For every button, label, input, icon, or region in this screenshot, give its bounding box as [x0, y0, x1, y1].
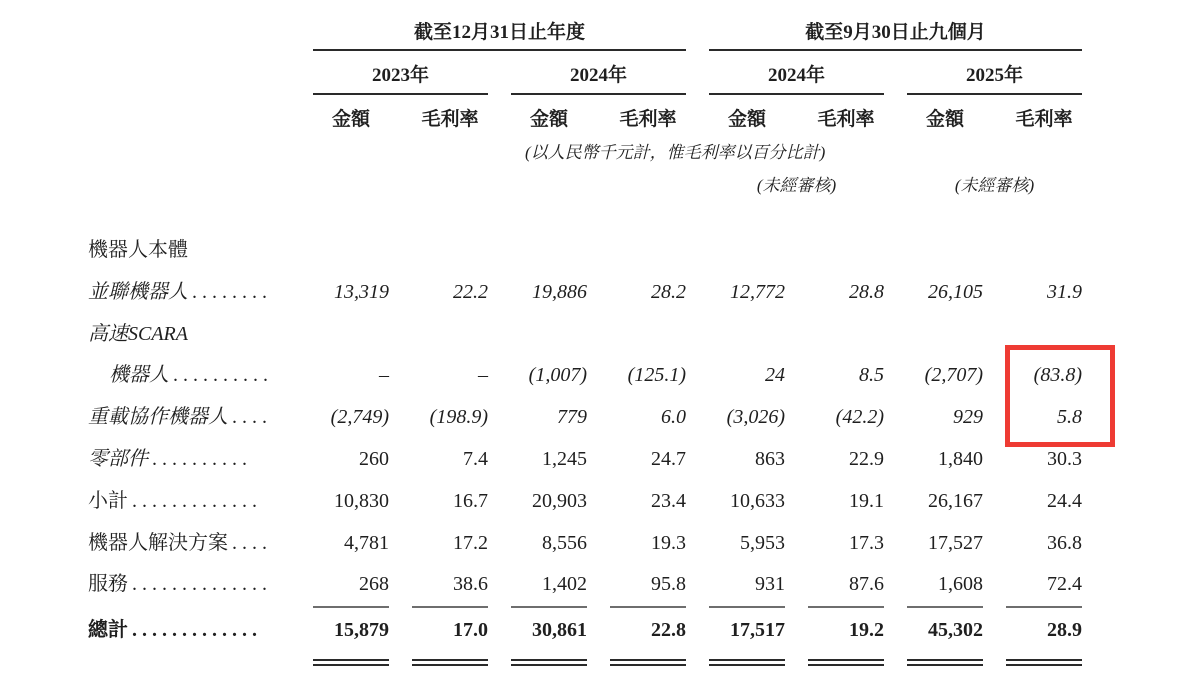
amount-header: 金額 [727, 109, 766, 130]
unaudited-note: (未經審核) [756, 176, 837, 195]
table-unaudited-row [88, 163, 1088, 196]
table-row [88, 439, 1088, 481]
row-label [88, 230, 290, 272]
cell-value: 268 [313, 564, 389, 608]
cell-value: 19.3 [651, 531, 686, 554]
dot-leader: .... [232, 406, 272, 429]
cell-value: 17.0 [453, 619, 488, 642]
cell-value: 72.4 [1006, 564, 1082, 608]
col-group-annual-title: 截至12月31日止年度 [413, 22, 585, 43]
cell-value: (2,749) [330, 406, 389, 429]
cell-value: 38.6 [412, 564, 488, 608]
cell-value: 28.2 [651, 280, 686, 303]
cell-value [412, 314, 488, 356]
cell-value: 16.7 [453, 489, 488, 512]
amount-header: 金額 [331, 109, 370, 130]
cell-value: 45,302 [928, 619, 983, 642]
cell-value [610, 314, 686, 356]
cell-value: 1,840 [938, 447, 983, 470]
cell-value [511, 230, 587, 272]
cell-value: 30,861 [532, 619, 587, 642]
row-label [88, 272, 290, 314]
cell-value: 22.8 [651, 619, 686, 642]
cell-value [808, 314, 884, 356]
cell-value: (42.2) [835, 406, 884, 429]
row-label-text: 小計 [88, 489, 128, 512]
cell-value: 31.9 [1047, 280, 1082, 303]
cell-value: – [478, 364, 488, 387]
cell-value [610, 230, 686, 272]
double-rule-segment [808, 659, 884, 666]
cell-value [511, 314, 587, 356]
table-row [88, 314, 1088, 356]
table-row [88, 481, 1088, 523]
cell-value: 10,830 [334, 489, 389, 512]
year-header-2023: 2023年 [313, 51, 488, 95]
row-label-text: 機器人 [109, 364, 169, 387]
cell-value [313, 230, 389, 272]
year-header-2025: 2025年 [907, 51, 1082, 95]
gross-margin-table [88, 20, 1088, 666]
cell-value: 4,781 [344, 531, 389, 554]
table-body [88, 230, 1088, 666]
cell-value: 28.9 [1047, 619, 1082, 642]
cell-value: 12,772 [730, 280, 785, 303]
table-unit-note-row [88, 131, 1088, 163]
cell-value [808, 230, 884, 272]
cell-value: 7.4 [463, 447, 488, 470]
col-group-nine-month-title: 截至9月30日止九個月 [805, 22, 986, 43]
dot-leader: ............. [132, 619, 262, 642]
table-row [88, 610, 1088, 652]
double-rule-segment [313, 659, 389, 666]
cell-value [1006, 230, 1082, 272]
cell-value: 1,245 [542, 447, 587, 470]
cell-value: 15,879 [334, 619, 389, 642]
double-rule-segment [610, 659, 686, 666]
cell-value: 779 [557, 406, 587, 429]
table-header-groups [88, 20, 1088, 51]
highlight-box [1005, 345, 1115, 447]
cell-value: 95.8 [610, 564, 686, 608]
double-rule-segment [511, 659, 587, 666]
row-label-text: 服務 [88, 573, 128, 596]
double-rule-segment [1006, 659, 1082, 666]
table-header-columns [88, 95, 1088, 131]
cell-value: 24.4 [1047, 489, 1082, 512]
margin-header: 毛利率 [421, 109, 479, 130]
cell-value: 24.7 [651, 447, 686, 470]
cell-value: 36.8 [1047, 531, 1082, 554]
cell-value: 19.1 [849, 489, 884, 512]
cell-value: 929 [953, 406, 983, 429]
cell-value: (125.1) [627, 364, 686, 387]
row-label [88, 481, 290, 523]
cell-value: 17,517 [730, 619, 785, 642]
cell-value: 20,903 [532, 489, 587, 512]
cell-value: 5,953 [740, 531, 785, 554]
cell-value: (3,026) [726, 406, 785, 429]
margin-header: 毛利率 [817, 109, 875, 130]
cell-value: – [379, 364, 389, 387]
cell-value: 19,886 [532, 280, 587, 303]
cell-value: 13,319 [334, 280, 389, 303]
row-label [88, 355, 290, 397]
row-label-text: 機器人解決方案 [88, 531, 228, 554]
cell-value: 17.3 [849, 531, 884, 554]
cell-value [907, 314, 983, 356]
dot-leader: .......... [152, 447, 252, 470]
amount-header: 金額 [529, 109, 568, 130]
cell-value [709, 230, 785, 272]
table-row [88, 523, 1088, 565]
cell-value: (2,707) [924, 364, 983, 387]
row-label [88, 397, 290, 439]
row-label-text: 機器人本體 [88, 239, 188, 261]
cell-value: 931 [709, 564, 785, 608]
row-label-text: 並聯機器人 [88, 280, 188, 303]
dot-leader: ............. [132, 489, 262, 512]
cell-value: 10,633 [730, 489, 785, 512]
row-label [88, 439, 290, 481]
cell-value: 1,608 [907, 564, 983, 608]
cell-value: 17,527 [928, 531, 983, 554]
double-rule-segment [709, 659, 785, 666]
cell-value: 26,105 [928, 280, 983, 303]
row-label-text: 重載協作機器人 [88, 406, 228, 429]
cell-value [907, 230, 983, 272]
cell-value: 24 [765, 364, 785, 387]
row-label [88, 523, 290, 565]
cell-value: (83.8) [1033, 364, 1082, 387]
table-row [88, 230, 1088, 272]
cell-value: 6.0 [661, 406, 686, 429]
double-rule-segment [412, 659, 488, 666]
table-row [88, 272, 1088, 314]
dot-leader: .............. [132, 573, 272, 596]
cell-value [709, 314, 785, 356]
cell-value: 26,167 [928, 489, 983, 512]
row-label-text: 高速SCARA [88, 322, 188, 345]
cell-value: 28.8 [849, 280, 884, 303]
row-label [88, 610, 290, 652]
dot-leader: ........ [192, 280, 272, 303]
table-row [88, 564, 1088, 606]
unit-note: (以人民幣千元計，惟毛利率以百分比計) [525, 143, 826, 162]
cell-value: 8.5 [859, 364, 884, 387]
col-group-annual [313, 20, 686, 51]
cell-value: (1,007) [528, 364, 587, 387]
dot-leader: .... [232, 531, 272, 554]
dot-leader: .......... [173, 364, 273, 387]
row-label [88, 314, 290, 356]
cell-value: 23.4 [651, 489, 686, 512]
cell-value [313, 314, 389, 356]
cell-value: 5.8 [1057, 406, 1082, 429]
cell-value: 87.6 [808, 564, 884, 608]
cell-value [412, 230, 488, 272]
double-rule-segment [907, 659, 983, 666]
cell-value: 22.2 [453, 280, 488, 303]
table-row [88, 397, 1088, 439]
double-rule-row [88, 659, 1088, 666]
row-label [88, 564, 290, 608]
year-header-2024-annual: 2024年 [511, 51, 686, 95]
year-header-2024-nine-month: 2024年 [709, 51, 884, 95]
amount-header: 金額 [925, 109, 964, 130]
margin-header: 毛利率 [1015, 109, 1073, 130]
row-label-text: 總計 [88, 619, 128, 642]
cell-value: 19.2 [849, 619, 884, 642]
cell-value: 30.3 [1047, 447, 1082, 470]
cell-value: 1,402 [511, 564, 587, 608]
cell-value: 260 [359, 447, 389, 470]
cell-value: 863 [755, 447, 785, 470]
col-group-nine-month [709, 20, 1082, 51]
margin-header: 毛利率 [619, 109, 677, 130]
cell-value: 22.9 [849, 447, 884, 470]
table-row [88, 355, 1088, 397]
cell-value: (198.9) [429, 406, 488, 429]
cell-value: 8,556 [542, 531, 587, 554]
cell-value: 17.2 [453, 531, 488, 554]
table-header-years [88, 51, 1088, 95]
unaudited-note: (未經審核) [954, 176, 1035, 195]
row-label-text: 零部件 [88, 447, 148, 470]
